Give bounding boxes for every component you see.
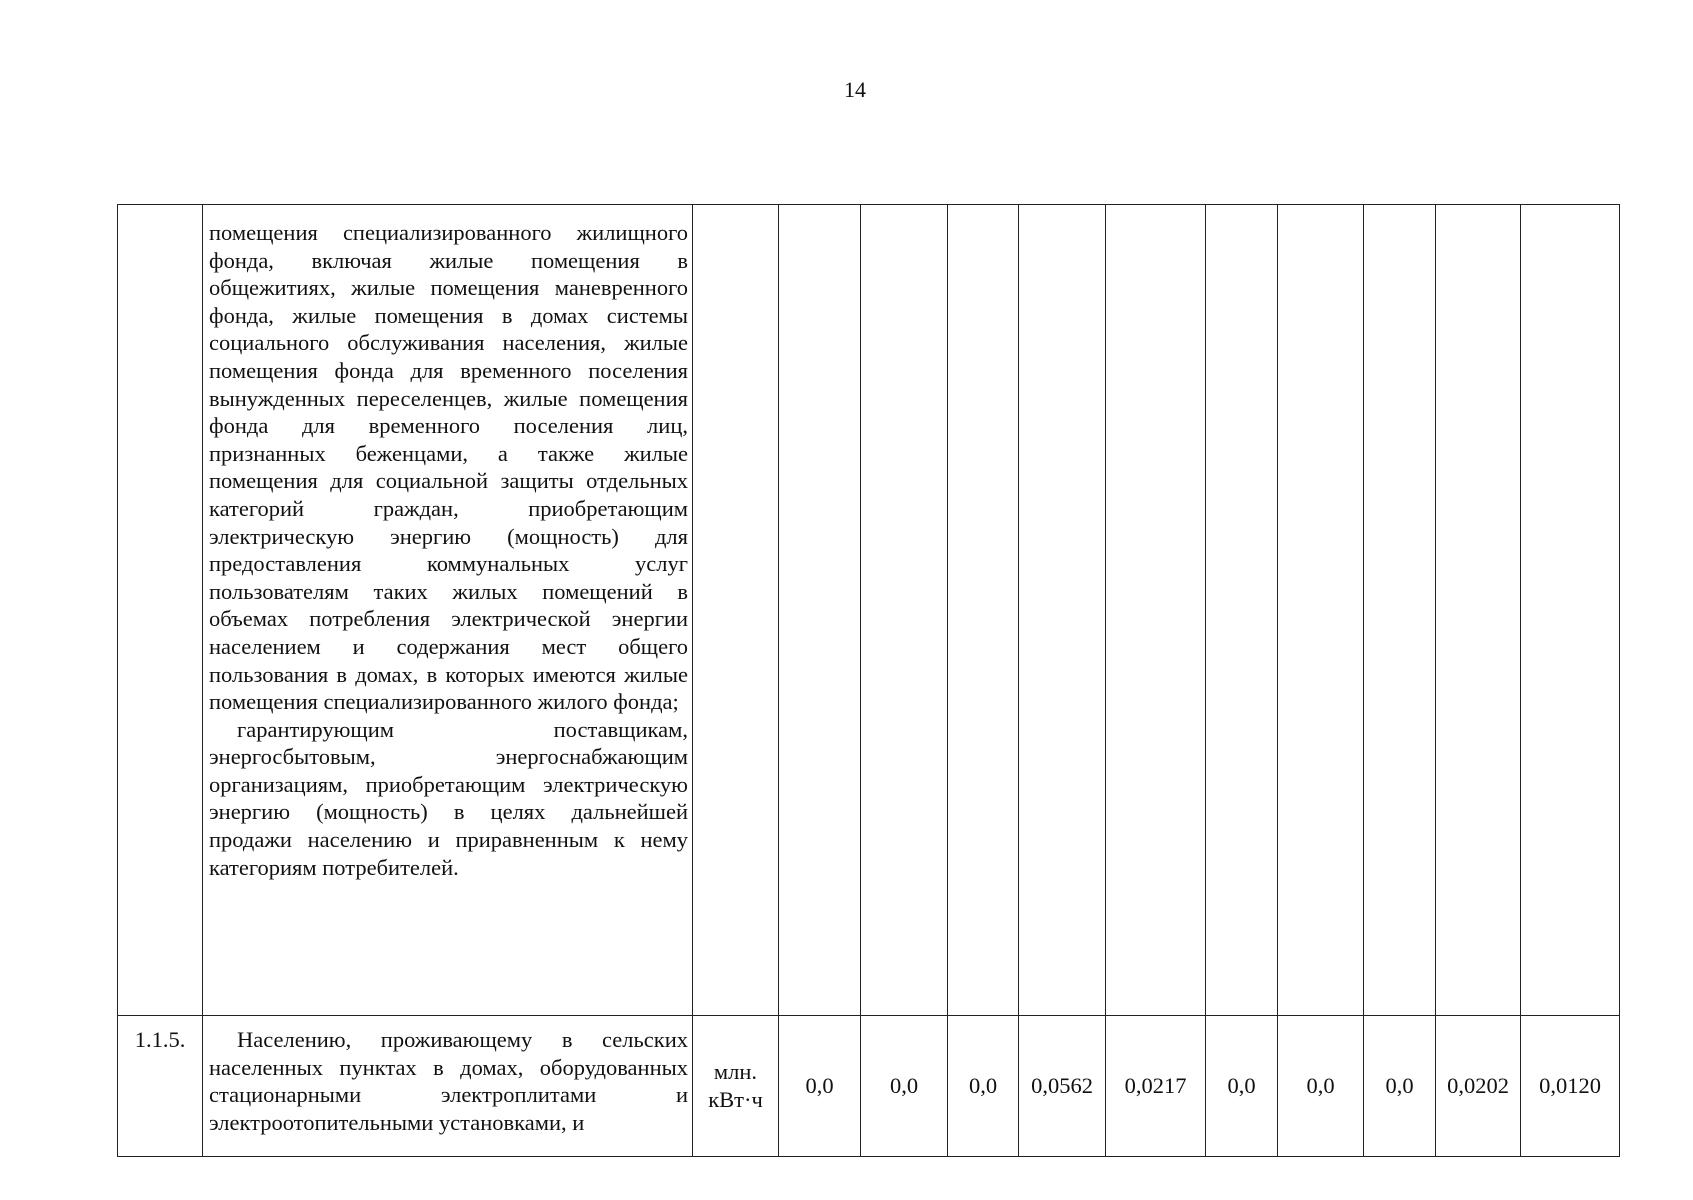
value-cell [1019, 205, 1106, 1016]
value-cell: 0,0 [861, 1016, 948, 1157]
description-cell [203, 205, 693, 1016]
value-cell: 0,0 [948, 1016, 1019, 1157]
description-paragraph: Населению, проживающему в сельских населенных пунктах в домах, оборудованных стационарными электроплитами и электроотопительными установками, и [209, 1027, 688, 1135]
value-cell [1521, 205, 1620, 1016]
description-paragraph-1: помещения специализированного жилищного фонда, включая жилые помещения в общежитиях, жилые помещения маневренного фонда, жилые помещения в домах системы социального обслуживания населения, жилые помещения фонда для временного поселения вынужденных переселенцев, жилые помещения фонда для временного поселения лиц, признанных беженцами, а также жилые помещения для социальной защиты отдельных категорий граждан, приобретающим электрическую энергию (мощность) для предоставления коммунальных услуг пользователям таких жилых помещений в объемах потребления электрической энергии населением и содержания мест общего пользования в домах, в которых имеются жилые помещения специализированного жилого фонда; [209, 220, 688, 715]
unit-cell [693, 205, 779, 1016]
value-cell: 0,0217 [1106, 1016, 1206, 1157]
value-cell: 0,0 [1364, 1016, 1436, 1157]
unit-cell [693, 1016, 779, 1157]
value-cell: 0,0 [779, 1016, 861, 1157]
value-cell: 0,0202 [1436, 1016, 1521, 1157]
row-number-cell: 1.1.5. [118, 1016, 203, 1157]
value-cell [1106, 205, 1206, 1016]
unit-line-2: кВт·ч [708, 1087, 763, 1112]
table-row-continued [118, 205, 1620, 1016]
page-number: 14 [844, 77, 866, 102]
value-cell [779, 205, 861, 1016]
value-cell [1206, 205, 1278, 1016]
value-cell: 0,0 [1278, 1016, 1364, 1157]
value-cell: 0,0120 [1521, 1016, 1620, 1157]
unit-line-1: млн. [713, 1059, 758, 1084]
table-row-1-1-5 [118, 1016, 1620, 1157]
description-cell [203, 1016, 693, 1157]
value-cell [948, 205, 1019, 1016]
value-cell: 0,0562 [1019, 1016, 1106, 1157]
value-cell [1364, 205, 1436, 1016]
row-number-cell [118, 205, 203, 1016]
description-paragraph-2: гарантирующим поставщикам, энергосбытовым, энергоснабжающим организациям, приобретающим электрическую энергию (мощность) в целях дальнейшей продажи населению и приравненным к нему категориям потребителей. [209, 716, 688, 880]
value-cell [1278, 205, 1364, 1016]
value-cell [1436, 205, 1521, 1016]
value-cell [861, 205, 948, 1016]
value-cell: 0,0 [1206, 1016, 1278, 1157]
tariff-table [117, 204, 1620, 1157]
